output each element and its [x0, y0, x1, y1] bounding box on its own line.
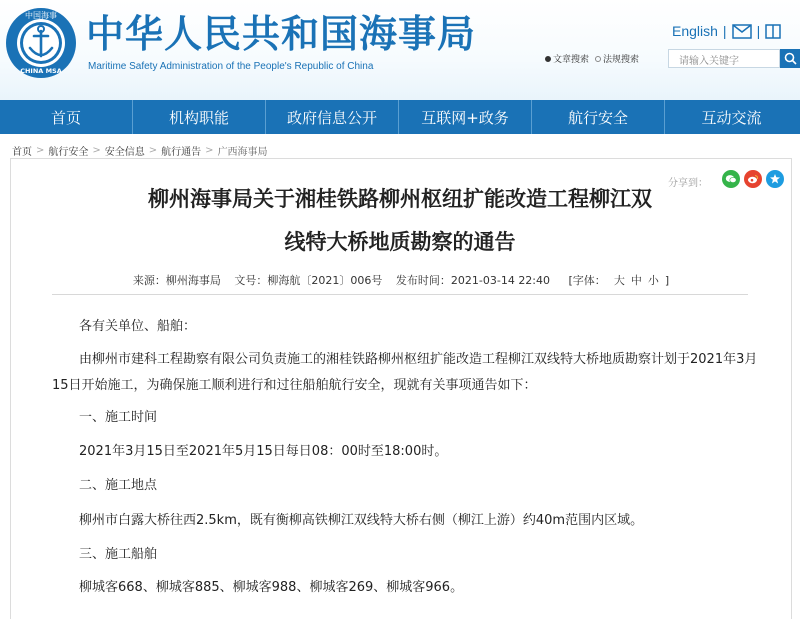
breadcrumb-link[interactable]: 航行通告 [161, 147, 202, 158]
site-title: 中华人民共和国海事局 [86, 12, 477, 56]
book-icon[interactable] [765, 24, 781, 39]
meta-divider [52, 294, 748, 295]
font-size-small-button[interactable]: 小 [647, 274, 659, 287]
article-search-option[interactable] [545, 52, 589, 65]
article-title-line: 柳州海事局关于湘桂铁路柳州枢纽扩能改造工程柳江双 [148, 187, 652, 211]
article-publish-time: 发布时间：2021-03-14 22:40 [395, 274, 551, 287]
breadcrumb-separator: > [205, 145, 214, 156]
paragraph: 各有关单位、船舶： [79, 319, 197, 334]
breadcrumb-link[interactable]: 安全信息 [104, 147, 145, 158]
search-input[interactable]: 请输入关键字 [668, 49, 780, 68]
site-header [0, 0, 800, 100]
separator: | [756, 23, 761, 39]
nav-item-internet-gov[interactable]: 互联网+政务 [399, 100, 532, 134]
qzone-share-icon[interactable] [766, 170, 784, 188]
svg-text:CHINA MSA: CHINA MSA [20, 67, 62, 75]
article-title-line: 线特大桥地质勘察的通告 [284, 230, 516, 254]
article-title [40, 178, 760, 264]
msa-logo[interactable] [4, 6, 78, 80]
nav-item-functions[interactable]: 机构职能 [133, 100, 266, 134]
paragraph: 2021年3月15日至2021年5月15日每日08：00时至18:00时。 [79, 444, 448, 459]
breadcrumb-separator: > [148, 145, 158, 156]
english-link[interactable]: English [672, 23, 718, 39]
paragraph: 由柳州市建科工程勘察有限公司负责施工的湘桂铁路柳州枢纽扩能改造工程柳江双线特大桥地质勘察计划于2021年3月 [79, 352, 758, 367]
nav-item-home[interactable]: 首页 [0, 100, 133, 134]
paragraph: 柳城客668、柳城客885、柳城客988、柳城客269、柳城客966。 [79, 580, 464, 595]
search-button[interactable] [780, 49, 800, 68]
article-doc-number: 文号：柳海航〔2021〕006号 [234, 274, 383, 287]
svg-text:中国海事: 中国海事 [25, 11, 57, 20]
site-subtitle: Maritime Safety Administration of the People's Republic of China [88, 61, 374, 72]
breadcrumb-current[interactable]: 广西海事局 [217, 147, 268, 158]
top-links [672, 20, 781, 42]
section-heading: 三、施工船舶 [79, 547, 158, 562]
font-size-large-button[interactable]: 大 [613, 274, 625, 287]
mail-icon[interactable] [732, 24, 752, 39]
radio-selected-icon[interactable] [545, 56, 551, 62]
share-label: 分享到： [668, 178, 708, 189]
paragraph: 柳州市白露大桥往西2.5km，既有衡柳高铁柳江双线特大桥右侧（柳江上游）约40m范围内区域。 [79, 513, 644, 528]
separator: | [722, 23, 727, 39]
search-icon [784, 52, 797, 65]
font-size-medium-button[interactable]: 中 [630, 274, 642, 287]
font-size-close: ] [664, 274, 670, 287]
section-heading: 一、施工时间 [79, 410, 158, 425]
search-type-options [545, 52, 645, 65]
article-meta [0, 272, 800, 288]
breadcrumb-link[interactable]: 首页 [12, 147, 32, 158]
breadcrumb-separator: > [36, 145, 45, 156]
breadcrumb-link[interactable]: 航行安全 [48, 147, 89, 158]
law-search-option[interactable] [595, 52, 639, 65]
section-heading: 二、施工地点 [79, 478, 158, 493]
breadcrumb [12, 143, 268, 158]
font-size-label: [字体： [568, 274, 606, 287]
radio-icon[interactable] [595, 56, 601, 62]
main-nav [0, 100, 800, 134]
article-source: 来源：柳州海事局 [132, 274, 221, 287]
nav-item-navigation-safety[interactable]: 航行安全 [532, 100, 665, 134]
nav-item-gov-info[interactable]: 政府信息公开 [266, 100, 399, 134]
option-label: 法规搜索 [603, 55, 640, 65]
option-label: 文章搜索 [553, 55, 590, 65]
paragraph: 15日开始施工，为确保施工顺利进行和过往船舶航行安全，现就有关事项通告如下： [52, 378, 537, 393]
qzone-icon [769, 173, 781, 185]
nav-item-interaction[interactable]: 互动交流 [701, 108, 762, 127]
breadcrumb-separator: > [92, 145, 101, 156]
